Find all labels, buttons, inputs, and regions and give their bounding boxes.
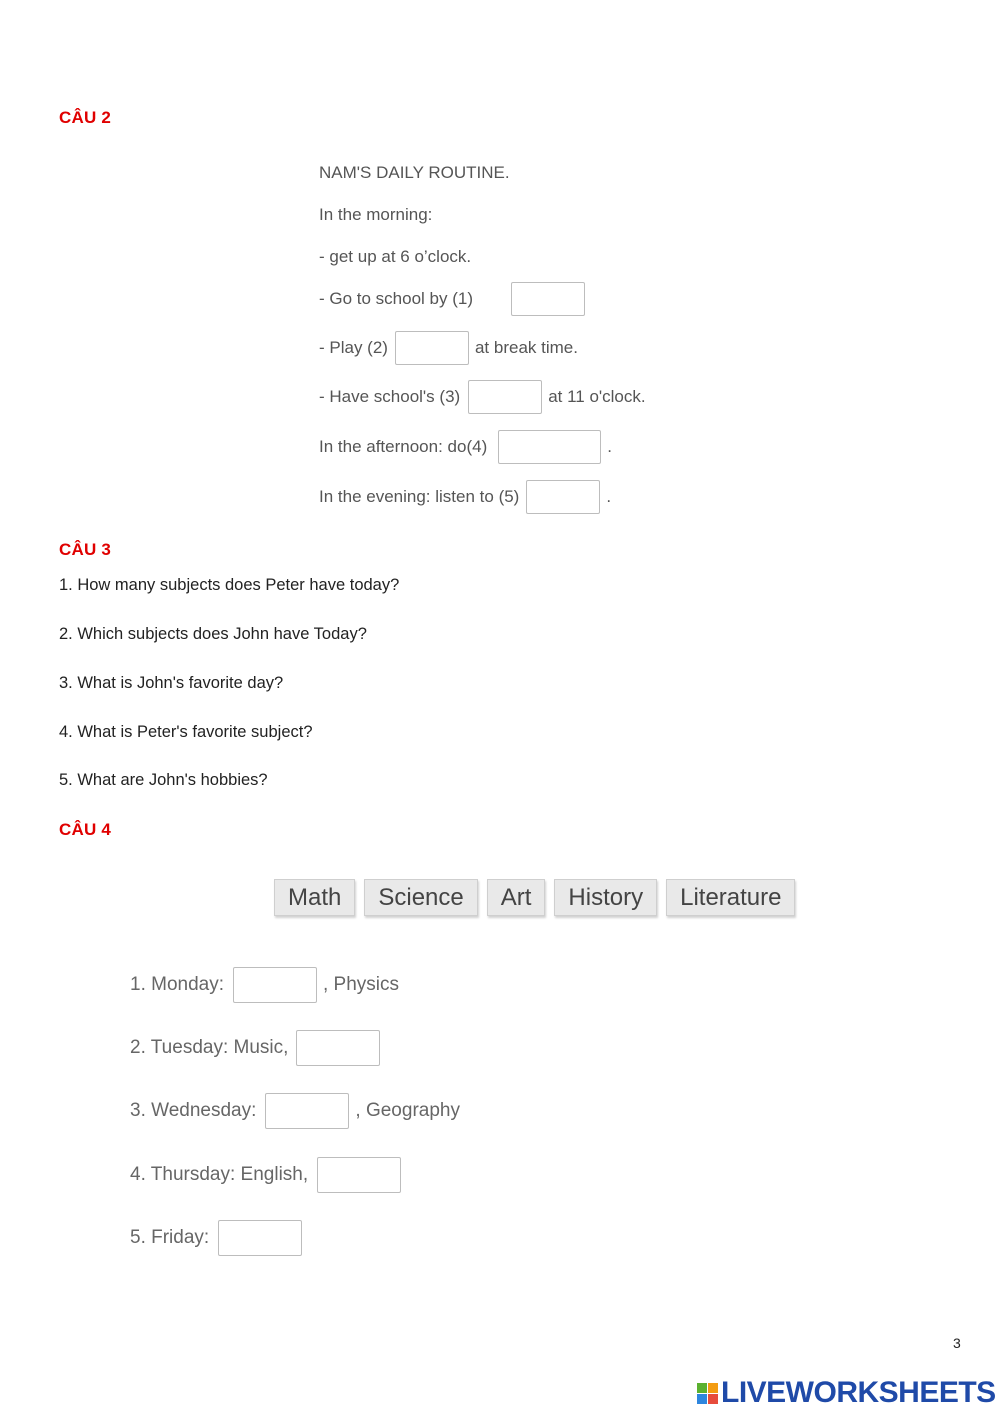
liveworksheets-logo-text: LIVEWORKSHEETS bbox=[721, 1376, 996, 1409]
cau4-heading: CÂU 4 bbox=[59, 820, 112, 839]
routine-line-3-text: - Play (2) bbox=[319, 338, 388, 357]
schedule-item-wednesday-suffix: , Geography bbox=[355, 1100, 460, 1121]
routine-line-3-suffix: at break time. bbox=[474, 338, 578, 357]
routine-line-3 bbox=[319, 331, 578, 365]
cau3-heading: CÂU 3 bbox=[59, 540, 112, 559]
page-number: 3 bbox=[953, 1335, 961, 1351]
question-2: 2. Which subjects does John have Today? bbox=[59, 625, 367, 643]
chip-literature[interactable]: Literature bbox=[666, 879, 795, 916]
routine-line-4-text: - Have school's (3) bbox=[319, 387, 461, 406]
schedule-item-wednesday bbox=[130, 1093, 460, 1129]
cau2-heading: CÂU 2 bbox=[59, 108, 112, 127]
routine-afternoon bbox=[319, 430, 612, 464]
routine-line-1: - get up at 6 o’clock. bbox=[319, 247, 472, 266]
answer-blank-4[interactable] bbox=[498, 430, 601, 464]
schedule-item-monday-suffix: , Physics bbox=[323, 974, 400, 995]
routine-line-4-suffix: at 11 o'clock. bbox=[548, 387, 646, 406]
answer-blank-5[interactable] bbox=[526, 480, 600, 514]
schedule-item-friday bbox=[130, 1220, 302, 1256]
question-5: 5. What are John's hobbies? bbox=[59, 771, 268, 789]
routine-line-4 bbox=[319, 380, 646, 414]
answer-blank-3[interactable] bbox=[468, 380, 542, 414]
routine-morning-label: In the morning: bbox=[319, 205, 433, 224]
drop-blank-tuesday[interactable] bbox=[296, 1030, 380, 1066]
chip-history[interactable]: History bbox=[554, 879, 657, 916]
chip-science[interactable]: Science bbox=[364, 879, 477, 916]
routine-evening-suffix: . bbox=[606, 487, 612, 506]
drop-blank-wednesday[interactable] bbox=[265, 1093, 349, 1129]
schedule-item-tuesday bbox=[130, 1030, 380, 1066]
drop-blank-friday[interactable] bbox=[218, 1220, 302, 1256]
routine-line-2-text: - Go to school by (1) bbox=[319, 289, 474, 308]
subject-word-bank bbox=[274, 879, 795, 916]
routine-evening bbox=[319, 480, 611, 514]
answer-blank-1[interactable] bbox=[511, 282, 585, 316]
schedule-item-thursday-label: 4. Thursday: English, bbox=[130, 1164, 309, 1185]
chip-math[interactable]: Math bbox=[274, 879, 355, 916]
schedule-item-wednesday-label: 3. Wednesday: bbox=[130, 1100, 257, 1121]
schedule-item-tuesday-label: 2. Tuesday: Music, bbox=[130, 1037, 289, 1058]
routine-title: NAM'S DAILY ROUTINE. bbox=[319, 163, 510, 182]
drop-blank-thursday[interactable] bbox=[317, 1157, 401, 1193]
answer-blank-2[interactable] bbox=[395, 331, 469, 365]
routine-line-2 bbox=[319, 282, 585, 316]
schedule-item-thursday bbox=[130, 1157, 401, 1193]
routine-afternoon-suffix: . bbox=[607, 437, 612, 456]
routine-evening-text: In the evening: listen to (5) bbox=[319, 487, 520, 506]
question-3: 3. What is John's favorite day? bbox=[59, 674, 284, 692]
liveworksheets-logo-icon bbox=[697, 1383, 718, 1404]
question-4: 4. What is Peter's favorite subject? bbox=[59, 723, 313, 741]
liveworksheets-logo bbox=[697, 1376, 996, 1410]
routine-afternoon-text: In the afternoon: do(4) bbox=[319, 437, 488, 456]
schedule-item-monday bbox=[130, 967, 399, 1003]
schedule-item-friday-label: 5. Friday: bbox=[130, 1227, 210, 1248]
drop-blank-monday[interactable] bbox=[233, 967, 317, 1003]
chip-art[interactable]: Art bbox=[487, 879, 546, 916]
schedule-item-monday-label: 1. Monday: bbox=[130, 974, 224, 995]
question-1: 1. How many subjects does Peter have today? bbox=[59, 576, 400, 594]
